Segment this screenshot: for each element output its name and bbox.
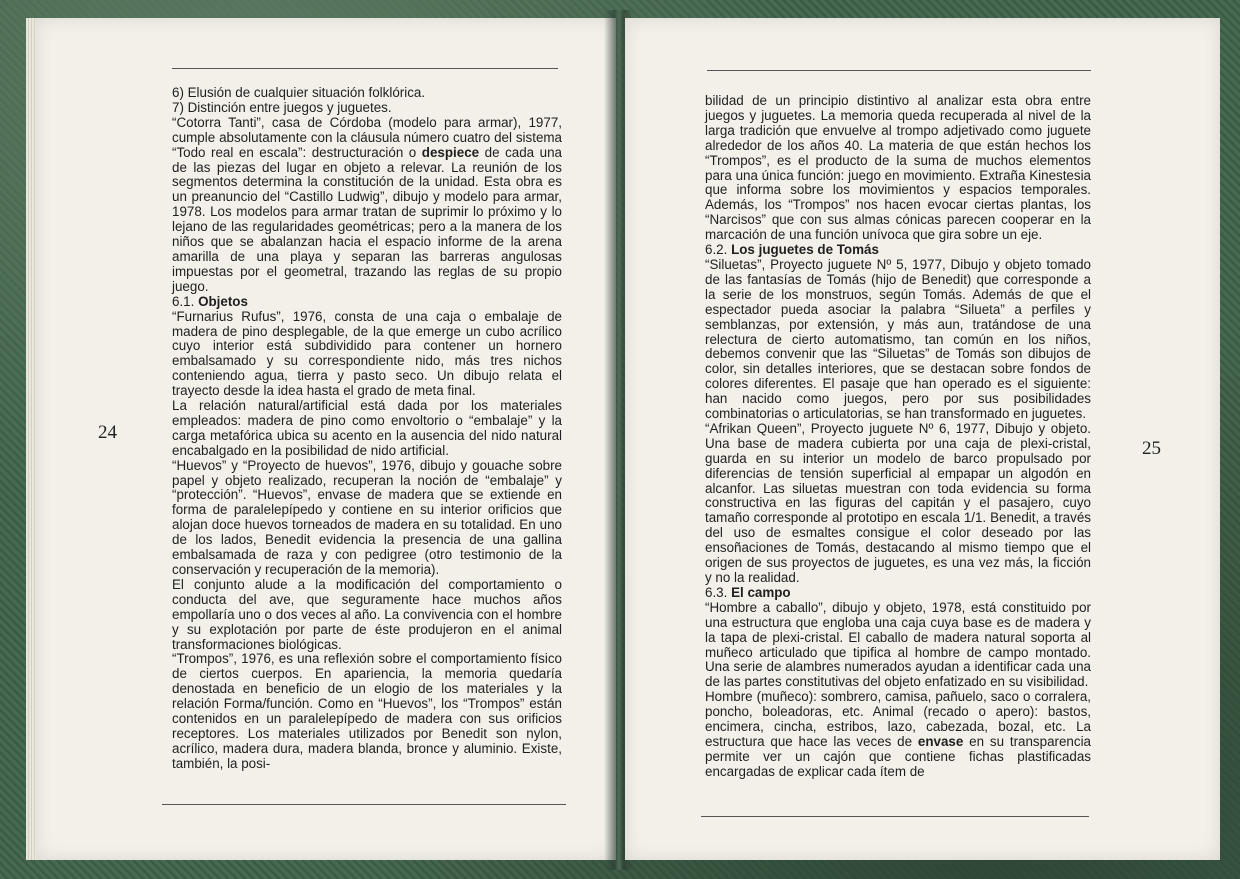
paragraph: “Furnarius Rufus”, 1976, consta de una caja o embalaje de madera de pino desplegable, de la que emerge un cubo acrílico cuyo interior está subdividido para contener un hornero embalsamado y su correspondiente nido, más tres nichos conteniendo agua, tierra y pasto seco. Un dibujo relata el trayecto desde la idea hasta el grado de meta final. <box>172 308 562 399</box>
emphasis: despiece <box>421 144 480 160</box>
paragraphs-b <box>705 258 1091 586</box>
paragraph: 7) Distinción entre juegos y juguetes. <box>172 99 392 115</box>
paragraphs-a <box>172 86 562 295</box>
section-heading <box>172 295 562 310</box>
paragraph: “Huevos” y “Proyecto de huevos”, 1976, dibujo y gouache sobre papel y objeto realizado, recuperan la noción de “embalaje” y “protección”. “Huevos”, envase de madera que se extiende en forma de paralelepípedo y contiene en su interior orificios que alojan doce huevos torneados de madera en su totalidad. En uno de los lados, Benedit evidencia la presencia de una gallina embalsamada de raza y con pedigree (otro testimonio de la conservación y recuperación de la memoria). <box>172 457 562 577</box>
paragraph: “Afrikan Queen”, Proyecto juguete Nº 6, 1977, Dibujo y objeto. Una base de madera cubierta por una caja de plexi-cristal, guarda en su interior un modelo de barco propulsado por diferencias de tensión superficial al empapar un algodón en alcanfor. Las siluetas muestran con toda evidencia su forma constructiva en las figuras del capitán y el pasajero, cuyo tamaño corresponde al prototipo en escala 1/1. Benedit, a través del uso de esmaltes consigue el color deseado por las ensoñaciones de Tomás, destacando al mismo tiempo que el origen de sus proyectos de juguetes, es una vez más, la ficción y no la realidad. <box>705 420 1091 585</box>
top-rule <box>707 70 1091 71</box>
top-rule <box>172 68 558 69</box>
section-number: 6.2. <box>705 242 728 258</box>
section-number: 6.1. <box>172 293 195 309</box>
section-title: Objetos <box>198 293 248 309</box>
paragraph: bilidad de un principio distintivo al analizar esta obra entre juegos y juguetes. La memoria queda recuperada al nivel de la larga tradición que envuelve al trompo adjetivado como juguete alrededor de los años 40. La materia de que están hechos los “Trompos”, es el producto de la suma de muchos elementos para una única función: juego en movimiento. Extraña Kinestesia que informa sobre los movimientos y espacios temporales. Además, los “Trompos” nos hacen evocar ciertas plantas, los “Narcisos” que con sus almas cónicas parecen cooperar en la marcación de una función unívoca que gira sobre un eje. <box>705 93 1091 243</box>
paragraph: “Siluetas”, Proyecto juguete Nº 5, 1977, Dibujo y objeto tomado de las fantasías de Tomás (hijo de Benedit) que corresponde a la serie de los monstruos, según Tomás. Además de que el espectador pueda asociar la palabra “Silueta” a perfiles y semblanzas, por extensión, y más aun, tratándose de una relectura de cierto automatismo, tan común en los niños, debemos convenir que las “Siluetas” de Tomás son dibujos de color, sin detalles interiores, que se destacan sobre fondos de colores diferentes. El pasaje que han operado es el siguiente: han nacido como juegos, pero por sus posibilidades combinatorias o articulatorias, se han transformado en juguetes. <box>705 256 1091 422</box>
text-column <box>172 86 562 772</box>
paragraph: “Trompos”, 1976, es una reflexión sobre el comportamiento físico de ciertos cuerpos. En apariencia, la memoria quedaría denostada en beneficio de un elogio de los materiales y la relación Forma/función. Como en “Huevos”, los “Trompos” están contenidos en un paralelepípedo de madera con sus orificios receptores. Los materiales utilizados por Benedit son nylon, acrílico, madera dura, madera blanda, bronce y aluminio. Existe, también, la posi- <box>172 651 562 771</box>
paragraph: 6) Elusión de cualquier situación folklórica. <box>172 85 426 100</box>
paragraph: La relación natural/artificial está dada por los materiales empleados: madera de pino como envoltorio o “embalaje” y la carga metafórica ubica su acento en la ausencia del nido natural encabalgado en la posibilidad de nido artificial. <box>172 398 562 458</box>
paragraph: Hombre (muñeco): sombrero, camisa, pañuelo, saco o corralera, poncho, boleadoras, etc. Animal (recado o apero): bastos, encimera, cincha, estribos, lazo, cabezada, bozal, etc. La estructura que hace las veces de envase en su transparencia permite ver un cajón que contiene fichas plastificadas encargadas de explicar cada ítem de <box>705 689 1091 779</box>
bottom-rule <box>701 816 1089 817</box>
paragraphs-b <box>172 310 562 772</box>
bottom-rule <box>162 804 566 805</box>
paragraph: El conjunto alude a la modificación del comportamiento o conducta del ave, que seguramente hace muchos años empollaría uno o dos veces al año. La convivencia con el hombre y su explotación por parte de éste produjeron en el animal transformaciones biológicas. <box>172 576 562 652</box>
section-title: El campo <box>731 584 791 600</box>
section-heading <box>705 586 1091 601</box>
paragraphs-c <box>705 601 1091 780</box>
paragraph: “Cotorra Tanti”, casa de Córdoba (modelo para armar), 1977, cumple absolutamente con la cláusula número cuatro del sistema “Todo real en escala”: destructuración o despiece de cada una de las piezas del lugar en objeto a relevar. La reunión de los segmentos determina la constitución de la unidad. Esta obra es un preanuncio del “Castillo Ludwig”, dibujo y modelo para armar, 1978. Los modelos para armar tratan de suprimir lo próximo y lo lejano de las regularidades geométricas; pero a la manera de los niños que se abalanzan hacia el espacio informe de la arena amarilla de una playa y separan las barreras angulosas impuestas por el geometral, trazando las reglas de su propio juego. <box>172 114 562 294</box>
paragraphs-a <box>705 94 1091 243</box>
paragraph: “Hombre a caballo”, dibujo y objeto, 1978, está constituido por una estructura que engloba una caja cuya base es de madera y la tapa de plexi-cristal. El caballo de madera natural soporta al muñeco articulado que tipifica al hombre de campo montado. Una serie de alambres numerados ayudan a identificar cada una de las partes constitutivas del objeto enfatizado en su visibilidad. <box>705 599 1091 690</box>
section-heading <box>705 243 1091 258</box>
text-column <box>705 94 1091 780</box>
right-page <box>625 18 1220 860</box>
left-page <box>36 18 616 860</box>
section-number: 6.3. <box>705 584 728 600</box>
emphasis: envase <box>917 733 964 749</box>
page-number: 25 <box>1142 438 1161 459</box>
page-number: 24 <box>98 422 117 443</box>
section-title: Los juguetes de Tomás <box>731 242 879 258</box>
